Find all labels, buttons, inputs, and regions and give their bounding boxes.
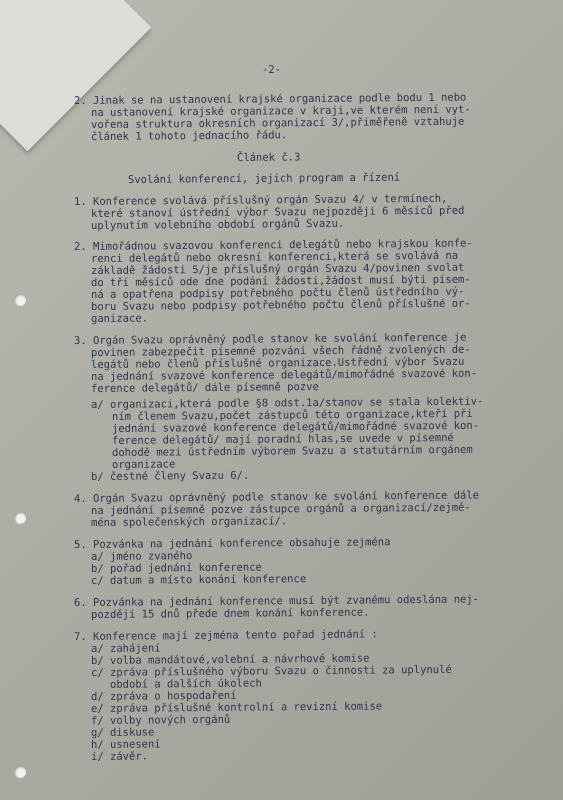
- item-3a-line: ference delegátů/ mají poradní hlas,se uvede v písemné: [111, 432, 454, 447]
- item-5-line: 5. Pozvánka na jednání konference obsahuje zejména: [73, 536, 391, 551]
- item-7-sub: b/ volba mandátové,volební a návrhové komise: [90, 652, 370, 667]
- item-3-line: ference delegátů/ dále písemně pozve: [90, 381, 319, 395]
- item-6-line: později 15 dnů přede dnem konání konference.: [90, 606, 370, 621]
- item-2-line: do tří měsíců ode dne podání žádosti,žádost musí býti písem-: [90, 273, 471, 289]
- item-3-line: 3. Orgán Svazu oprávněný podle stanov ke svolání konference je: [73, 331, 467, 347]
- punch-hole-bottom: [14, 766, 26, 778]
- p2-line: článek 1 tohoto jednacího řádu.: [90, 129, 288, 143]
- item-3a-line: jednání svazové konference delegátů/mimořádné svazové kon-: [111, 419, 480, 435]
- item-2-line: renci delegátů nebo okresní konferenci,která se svolává na: [90, 249, 459, 265]
- item-6-line: 6. Pozvánka na jednání konference musí být zvanému odeslána nej-: [73, 593, 480, 609]
- punch-hole-middle: [14, 512, 26, 524]
- item-1-line: které stanoví ústřední výbor Svazu nejpozději 6 měsíců před: [90, 204, 465, 220]
- item-3-line: na jednání svazové konference delegátů/mimořádné svazové kon-: [90, 367, 478, 383]
- item-4-line: 4. Orgán Svazu oprávněný podle stanov ke svolání konference dále: [73, 489, 480, 505]
- page-number: -2-: [261, 63, 282, 76]
- item-4-line: na jednání písemně pozve zástupce orgánů a organizací/zejmé-: [90, 501, 471, 517]
- p2-line: vořena struktura okresních organizací 3/,přiměřeně vztahuje: [90, 115, 465, 131]
- item-2-line: boru Svazu nebo podpisy potřebného počtu členů příslušné or-: [90, 297, 471, 313]
- item-2-line: ná a opatřena podpisy potřebného počtu členů ústředního vý-: [90, 285, 465, 301]
- p2-line: 2. Jinak se na ustanovení krajské organizace podle bodu 1 nebo: [73, 91, 467, 107]
- item-2-line: ganizace.: [90, 312, 149, 325]
- item-7-sub: c/ zpráva příslušného výboru Svazu o činnosti za uplynulé: [90, 663, 452, 679]
- item-7-line: 7. Konference mají zejména tento pořad jednání :: [73, 628, 378, 643]
- article-subheading: Svolání konferencí, jejich program a řízení: [127, 171, 401, 186]
- item-5-sub: a/ jméno zvaného: [90, 550, 193, 563]
- item-3a-line: organizace: [111, 458, 176, 471]
- item-4-line: ména společenských organizací/.: [90, 515, 288, 529]
- item-3a-line: ním členem Svazu,počet zástupců této organizace,kteří při: [111, 407, 473, 423]
- item-5-sub: b/ pořad jednání konference: [90, 561, 262, 575]
- item-7-sub: f/ volby nových orgánů: [90, 713, 231, 727]
- item-7-sub: a/ zahájení: [90, 642, 161, 655]
- punch-hole-top: [14, 294, 26, 306]
- item-7-sub: d/ zpráva o hospodaření: [90, 689, 237, 703]
- item-3-line: povinen zabezpečit písemné pozvání všech řádně zvolených de-: [90, 343, 471, 359]
- item-7-sub: g/ diskuse: [90, 726, 155, 739]
- item-7-sub: e/ zpráva příslušné kontrolní a revizní komise: [90, 700, 383, 715]
- item-7-sub: h/ usnesení: [90, 738, 161, 751]
- p2-line: na ustanovení krajské organizace v kraji,ve kterém není vyt-: [90, 103, 471, 119]
- article-heading: Článek č.3: [236, 151, 301, 164]
- item-3b-line: b/ čestné členy Svazu 6/.: [90, 469, 250, 483]
- item-2-line: 2. Mimořádnou svazovou konferenci delegátů nebo krajskou konfe-: [73, 237, 473, 253]
- item-3a-line: a/ organizaci,která podle §8 odst.1a/stanov se stala kolektiv-: [90, 395, 484, 411]
- item-7-sub: období a dalších úkolech: [90, 677, 262, 691]
- item-5-sub: c/ datum a místo konání konference: [90, 573, 307, 587]
- item-3-line: legátů nebo členů příslušné organizace.Ustřední výbor Svazu: [90, 355, 465, 371]
- item-7-sub: i/ závěr.: [90, 750, 149, 763]
- item-1-line: 1. Konference svolává příslušný orgán Svazu 4/ v termínech,: [73, 192, 448, 208]
- item-1-line: uplynutím volebního období orgánů Svazu.: [90, 217, 345, 232]
- item-3a-line: dohodě mezi ústředním výborem Svazu a statutárním orgánem: [111, 443, 473, 459]
- item-2-line: základě žádosti 5/je příslušný orgán Svazu 4/povinen svolat: [90, 261, 465, 277]
